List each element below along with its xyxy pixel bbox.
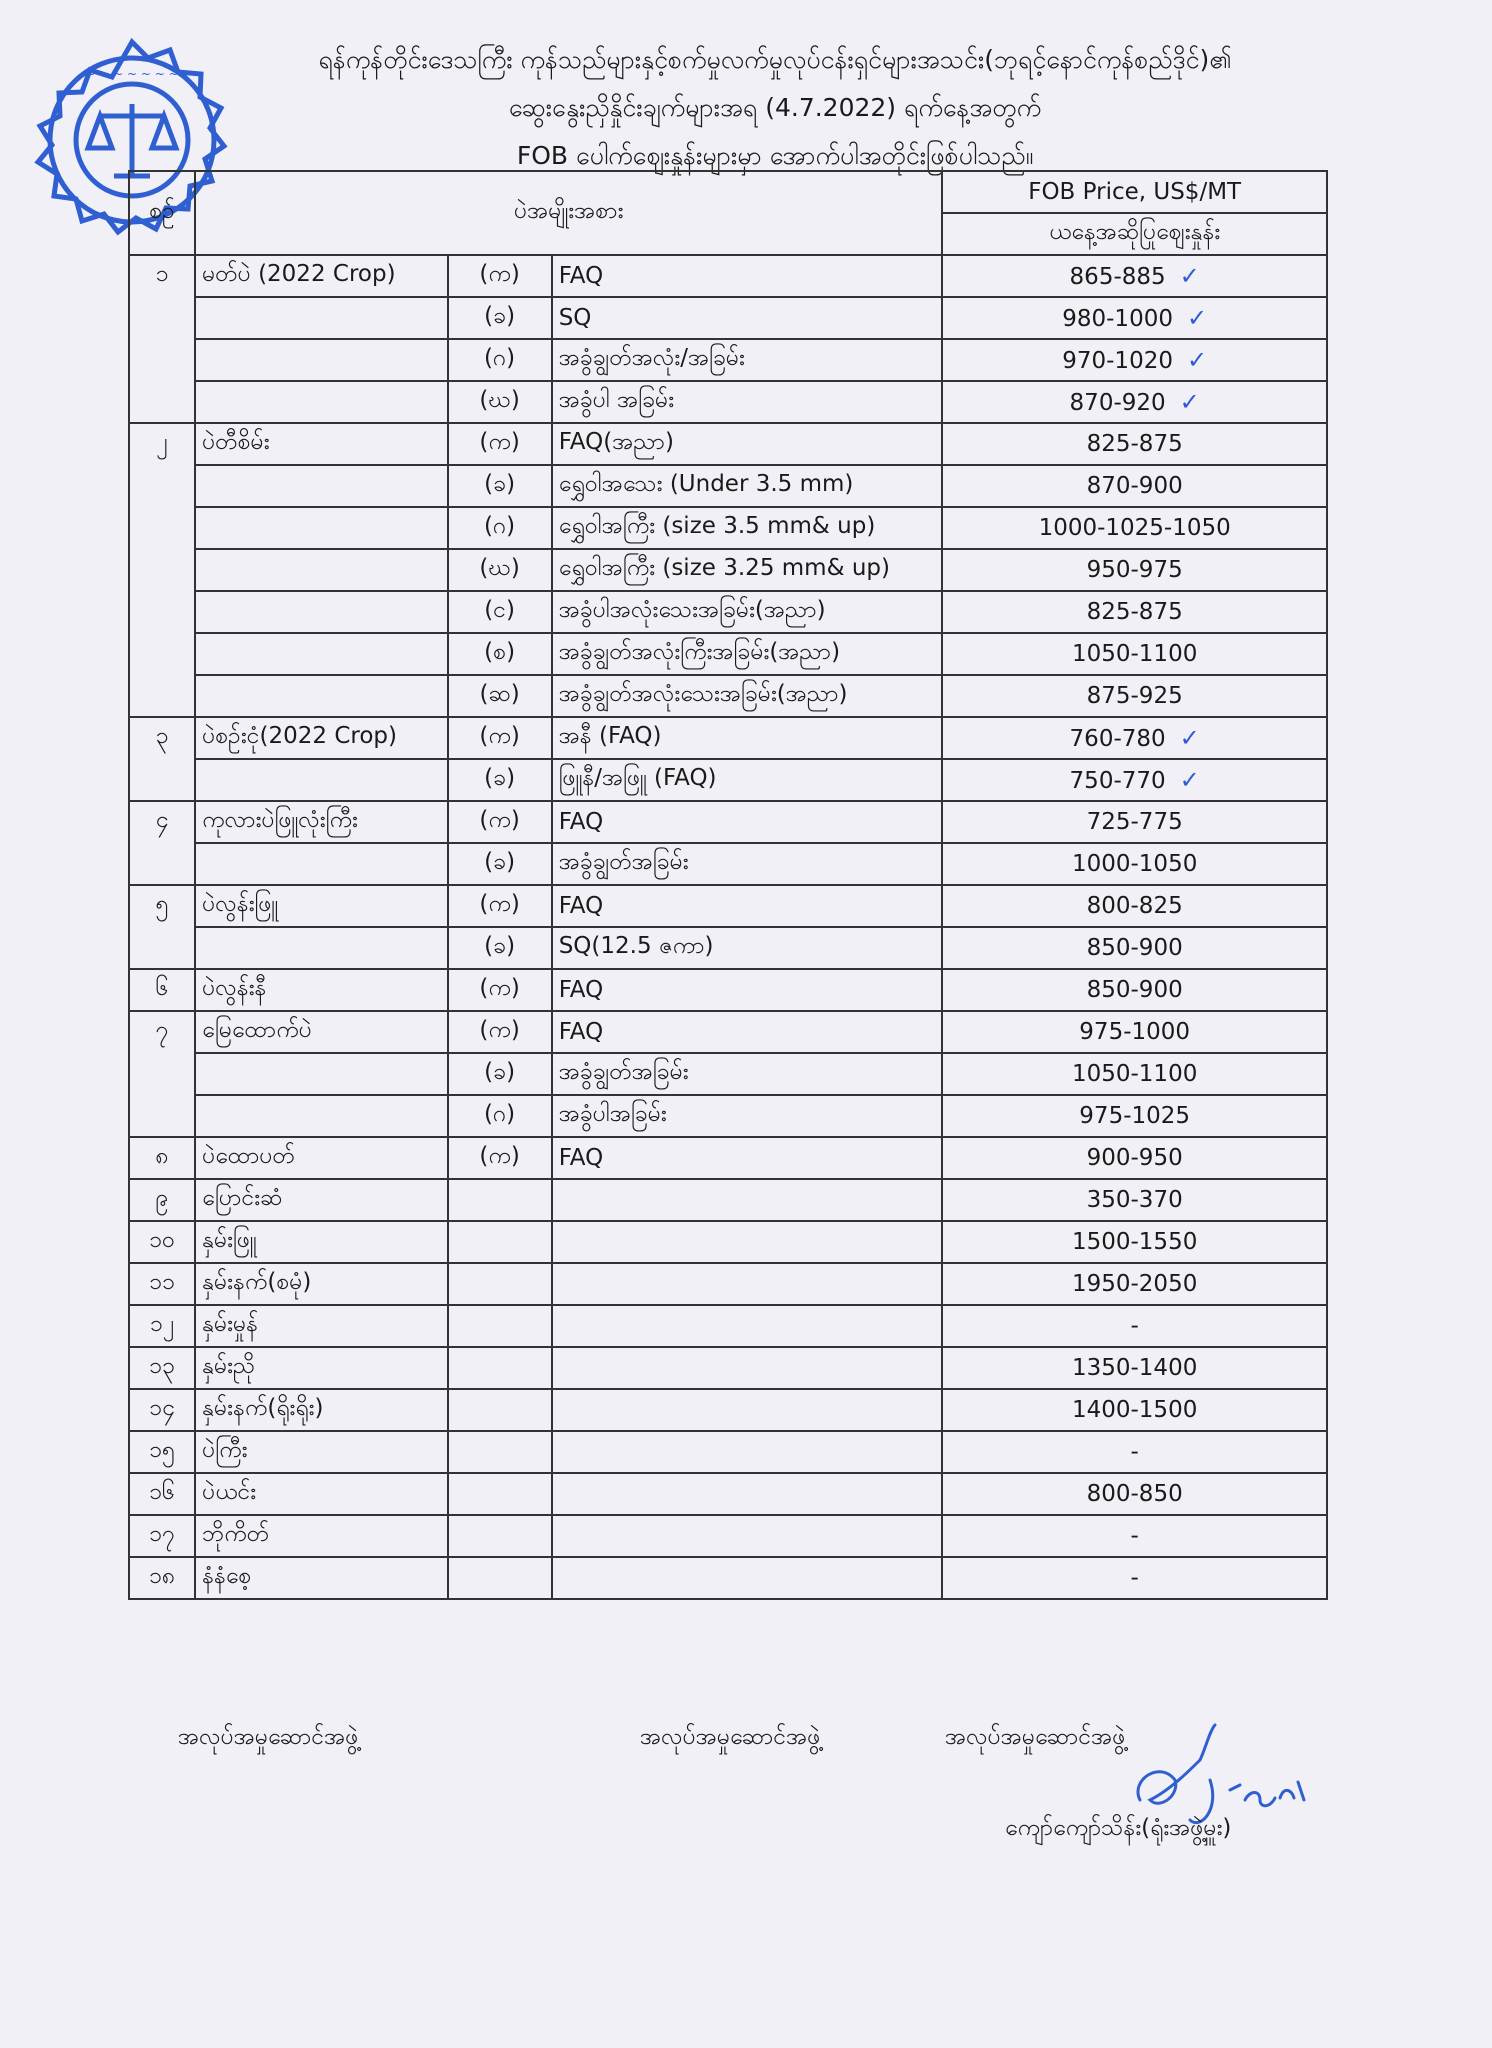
- item-name: ပဲလွန်းနီ: [195, 969, 447, 1011]
- footer-signature-3: အလုပ်အမှုဆောင်အဖွဲ့: [945, 1724, 1126, 1750]
- price-value: 870-920: [1069, 390, 1166, 416]
- table-row: [129, 1389, 1327, 1431]
- price-cell: [942, 717, 1327, 759]
- price-value: 825-875: [1086, 599, 1183, 625]
- price-value: 1950-2050: [1071, 1271, 1198, 1297]
- table-row: [129, 717, 1327, 759]
- grade: [552, 1263, 943, 1305]
- price-value: 970-1020: [1062, 348, 1173, 374]
- price-value: 350-370: [1086, 1187, 1183, 1213]
- item-name: [195, 633, 447, 675]
- sub-index: (ဂ): [448, 507, 552, 549]
- header-line-1: ရန်ကုန်တိုင်းဒေသကြီး ကုန်သည်များနှင့်စက်မှုလက်မှုလုပ်ငန်းရှင်များအသင်း(ဘုရင့်နောင်ကုန်စည်ဒိုင်)၏: [318, 45, 1232, 74]
- price-value: -: [1130, 1313, 1139, 1339]
- row-number: ၄: [129, 801, 195, 843]
- price-value: 950-975: [1086, 557, 1183, 583]
- price-cell: [942, 255, 1327, 297]
- sub-index: (က): [448, 423, 552, 465]
- row-number: ၁၃: [129, 1347, 195, 1389]
- row-number: ၈: [129, 1137, 195, 1179]
- sub-index: (က): [448, 1011, 552, 1053]
- price-value: 800-825: [1086, 893, 1183, 919]
- row-number: ၁၁: [129, 1263, 195, 1305]
- price-value: 975-1000: [1079, 1019, 1191, 1045]
- item-name: [195, 549, 447, 591]
- grade: FAQ(အညာ): [552, 423, 943, 465]
- sub-index: (က): [448, 255, 552, 297]
- table-row: [129, 591, 1327, 633]
- sub-index: (ခ): [448, 297, 552, 339]
- checkmark-icon: ✓: [1179, 388, 1200, 416]
- table-row: [129, 1221, 1327, 1263]
- item-name: [195, 1095, 447, 1137]
- grade: အခွံချွတ်အခြမ်း: [552, 1053, 943, 1095]
- price-cell: [942, 1431, 1327, 1473]
- grade: အခွံပါ အခြမ်း: [552, 381, 943, 423]
- grade: FAQ: [552, 1137, 943, 1179]
- grade: SQ: [552, 297, 943, 339]
- sub-index: (က): [448, 969, 552, 1011]
- price-cell: [942, 1179, 1327, 1221]
- grade: အနီ (FAQ): [552, 717, 943, 759]
- item-name: [195, 843, 447, 885]
- grade: [552, 1557, 943, 1599]
- table-row: [129, 1305, 1327, 1347]
- price-cell: [942, 801, 1327, 843]
- price-value: 1050-1100: [1071, 641, 1198, 667]
- price-value: 800-850: [1086, 1481, 1183, 1507]
- table-row: [129, 927, 1327, 969]
- row-number: ၁၀: [129, 1221, 195, 1263]
- item-name: ပဲတီစိမ်း: [195, 423, 447, 465]
- price-cell: [942, 1305, 1327, 1347]
- item-name: ပဲထောပတ်: [195, 1137, 447, 1179]
- item-name: [195, 591, 447, 633]
- price-value: 1350-1400: [1071, 1355, 1198, 1381]
- sub-index: [448, 1557, 552, 1599]
- item-name: [195, 759, 447, 801]
- price-cell: [942, 1557, 1327, 1599]
- item-name: [195, 465, 447, 507]
- price-cell: [942, 381, 1327, 423]
- item-name: နှမ်းမှုန်: [195, 1305, 447, 1347]
- price-value: 980-1000: [1062, 306, 1173, 332]
- row-number: [129, 465, 195, 507]
- row-number: [129, 675, 195, 717]
- price-cell: [942, 507, 1327, 549]
- price-value: 875-925: [1086, 683, 1183, 709]
- table-row: [129, 1137, 1327, 1179]
- price-value: 825-875: [1086, 431, 1183, 457]
- table-row: [129, 1179, 1327, 1221]
- price-cell: [942, 1347, 1327, 1389]
- price-value: 1400-1500: [1071, 1397, 1198, 1423]
- row-number: ၉: [129, 1179, 195, 1221]
- table-row: [129, 801, 1327, 843]
- sub-index: [448, 1473, 552, 1515]
- item-name: [195, 1053, 447, 1095]
- table-row: [129, 255, 1327, 297]
- price-cell: [942, 591, 1327, 633]
- header-line-2: ဆွေးနွေးညှိနှိုင်းချက်များအရ (4.7.2022) ရက်နေ့အတွက်: [508, 93, 1042, 122]
- price-value: 850-900: [1086, 977, 1183, 1003]
- row-number: ၁: [129, 255, 195, 297]
- price-cell: [942, 1095, 1327, 1137]
- grade: [552, 1179, 943, 1221]
- item-name: ပဲယင်း: [195, 1473, 447, 1515]
- sub-index: (ဃ): [448, 549, 552, 591]
- item-name: မတ်ပဲ (2022 Crop): [195, 255, 447, 297]
- sub-index: [448, 1263, 552, 1305]
- sub-index: (က): [448, 717, 552, 759]
- svg-text:~ ~ ~ ~ ~ ~ ~: ~ ~ ~ ~ ~ ~ ~: [85, 67, 179, 81]
- price-value: 1000-1050: [1071, 851, 1198, 877]
- item-name: နှမ်းနက်(ရိုးရိုး): [195, 1389, 447, 1431]
- table-row: [129, 381, 1327, 423]
- sub-index: (ခ): [448, 465, 552, 507]
- row-number: [129, 1053, 195, 1095]
- checkmark-icon: ✓: [1179, 766, 1200, 794]
- grade: ရွှေဝါအကြီး (size 3.25 mm& up): [552, 549, 943, 591]
- grade: [552, 1389, 943, 1431]
- price-cell: [942, 633, 1327, 675]
- grade: [552, 1515, 943, 1557]
- price-value: 870-900: [1086, 473, 1183, 499]
- row-number: [129, 927, 195, 969]
- col-header-no: စဉ်: [129, 171, 195, 255]
- price-cell: [942, 1515, 1327, 1557]
- row-number: [129, 339, 195, 381]
- row-number: ၁၂: [129, 1305, 195, 1347]
- col-header-price: FOB Price, US$/MT: [942, 171, 1327, 213]
- table-row: [129, 297, 1327, 339]
- table-row: [129, 507, 1327, 549]
- row-number: ၆: [129, 969, 195, 1011]
- footer-signature-1: အလုပ်အမှုဆောင်အဖွဲ့: [178, 1724, 359, 1750]
- grade: အခွံချွတ်အလုံးကြီးအခြမ်း(အညာ): [552, 633, 943, 675]
- row-number: [129, 381, 195, 423]
- row-number: ၇: [129, 1011, 195, 1053]
- grade: [552, 1305, 943, 1347]
- item-name: [195, 297, 447, 339]
- item-name: ပဲစဉ်းငုံ(2022 Crop): [195, 717, 447, 759]
- price-value: 975-1025: [1079, 1103, 1191, 1129]
- grade: FAQ: [552, 969, 943, 1011]
- row-number: [129, 297, 195, 339]
- table-row: [129, 759, 1327, 801]
- sub-index: (ဂ): [448, 339, 552, 381]
- item-name: [195, 339, 447, 381]
- grade: [552, 1431, 943, 1473]
- grade: [552, 1473, 943, 1515]
- sub-index: (ဆ): [448, 675, 552, 717]
- row-number: [129, 549, 195, 591]
- price-cell: [942, 885, 1327, 927]
- item-name: [195, 675, 447, 717]
- item-name: ပဲလွန်းဖြူ: [195, 885, 447, 927]
- price-cell: [942, 423, 1327, 465]
- col-header-item: ပဲအမျိုးအစား: [195, 171, 942, 255]
- table-row: [129, 1263, 1327, 1305]
- item-name: နှမ်းဖြူ: [195, 1221, 447, 1263]
- price-cell: [942, 1011, 1327, 1053]
- grade: FAQ: [552, 255, 943, 297]
- sub-index: (က): [448, 1137, 552, 1179]
- sub-index: [448, 1515, 552, 1557]
- table-row: [129, 1095, 1327, 1137]
- sub-index: (ခ): [448, 927, 552, 969]
- item-name: နှမ်းညို: [195, 1347, 447, 1389]
- checkmark-icon: ✓: [1179, 262, 1200, 290]
- signer-name: ကျော်ကျော်သိန်း(ရုံးအဖွဲ့မှူး): [1005, 1815, 1232, 1841]
- price-value: -: [1130, 1565, 1139, 1591]
- sub-index: (ဂ): [448, 1095, 552, 1137]
- row-number: ၁၆: [129, 1473, 195, 1515]
- row-number: [129, 591, 195, 633]
- grade: [552, 1347, 943, 1389]
- table-row: [129, 1011, 1327, 1053]
- item-name: ပြောင်းဆံ: [195, 1179, 447, 1221]
- price-cell: [942, 1263, 1327, 1305]
- row-number: ၁၅: [129, 1431, 195, 1473]
- price-cell: [942, 1473, 1327, 1515]
- sub-index: (က): [448, 801, 552, 843]
- item-name: ဘိုကိတ်: [195, 1515, 447, 1557]
- sub-index: [448, 1221, 552, 1263]
- table-row: [129, 633, 1327, 675]
- grade: ဖြူနီ/အဖြူ (FAQ): [552, 759, 943, 801]
- price-value: 850-900: [1086, 935, 1183, 961]
- grade: အခွံချွတ်အလုံးသေးအခြမ်း(အညာ): [552, 675, 943, 717]
- sub-index: (င): [448, 591, 552, 633]
- price-value: -: [1130, 1523, 1139, 1549]
- table-row: [129, 1347, 1327, 1389]
- checkmark-icon: ✓: [1186, 304, 1208, 332]
- price-cell: [942, 1221, 1327, 1263]
- sub-index: (က): [448, 885, 552, 927]
- item-name: နံနံစေ့: [195, 1557, 447, 1599]
- price-value: 1000-1025-1050: [1038, 515, 1231, 541]
- table-row: [129, 1053, 1327, 1095]
- price-cell: [942, 1137, 1327, 1179]
- grade: ရွှေဝါအသေး (Under 3.5 mm): [552, 465, 943, 507]
- grade: အခွံပါအလုံးသေးအခြမ်း(အညာ): [552, 591, 943, 633]
- footer-signature-2: အလုပ်အမှုဆောင်အဖွဲ့: [640, 1724, 821, 1750]
- price-table: [128, 170, 1328, 1600]
- header-line-3: FOB ပေါက်ဈေးနှုန်းများမှာ အောက်ပါအတိုင်းဖြစ်ပါသည်။: [516, 141, 1034, 170]
- table-row: [129, 1473, 1327, 1515]
- price-value: 1050-1100: [1071, 1061, 1198, 1087]
- sub-index: (ခ): [448, 759, 552, 801]
- row-number: ၂: [129, 423, 195, 465]
- row-number: [129, 843, 195, 885]
- sub-index: (ခ): [448, 1053, 552, 1095]
- price-cell: [942, 297, 1327, 339]
- grade: ရွှေဝါအကြီး (size 3.5 mm& up): [552, 507, 943, 549]
- table-row: [129, 675, 1327, 717]
- item-name: [195, 927, 447, 969]
- item-name: [195, 381, 447, 423]
- table-row: [129, 549, 1327, 591]
- sub-index: [448, 1431, 552, 1473]
- grade: အခွံပါအခြမ်း: [552, 1095, 943, 1137]
- price-cell: [942, 1389, 1327, 1431]
- price-cell: [942, 927, 1327, 969]
- price-value: 900-950: [1086, 1145, 1183, 1171]
- price-cell: [942, 465, 1327, 507]
- price-cell: [942, 339, 1327, 381]
- table-row: [129, 885, 1327, 927]
- price-cell: [942, 843, 1327, 885]
- price-value: 750-770: [1069, 768, 1166, 794]
- row-number: [129, 1095, 195, 1137]
- item-name: နှမ်းနက်(စမုံ): [195, 1263, 447, 1305]
- sub-index: [448, 1347, 552, 1389]
- item-name: ပဲကြီး: [195, 1431, 447, 1473]
- sub-index: [448, 1305, 552, 1347]
- grade: အခွံချွတ်အခြမ်း: [552, 843, 943, 885]
- row-number: ၃: [129, 717, 195, 759]
- sub-index: [448, 1179, 552, 1221]
- table-row: [129, 843, 1327, 885]
- price-value: -: [1130, 1439, 1139, 1465]
- grade: အခွံချွတ်အလုံး/အခြမ်း: [552, 339, 943, 381]
- row-number: [129, 759, 195, 801]
- grade: FAQ: [552, 801, 943, 843]
- table-row: [129, 465, 1327, 507]
- row-number: ၁၈: [129, 1557, 195, 1599]
- sub-index: [448, 1389, 552, 1431]
- price-cell: [942, 1053, 1327, 1095]
- table-row: [129, 339, 1327, 381]
- item-name: ကုလားပဲဖြူလုံးကြီး: [195, 801, 447, 843]
- sub-index: (ဃ): [448, 381, 552, 423]
- grade: [552, 1221, 943, 1263]
- price-cell: [942, 675, 1327, 717]
- price-cell: [942, 549, 1327, 591]
- grade: FAQ: [552, 1011, 943, 1053]
- row-number: [129, 633, 195, 675]
- sub-index: (စ): [448, 633, 552, 675]
- price-value: 865-885: [1069, 264, 1166, 290]
- sub-index: (ခ): [448, 843, 552, 885]
- table-row: [129, 969, 1327, 1011]
- table-row: [129, 1515, 1327, 1557]
- price-value: 760-780: [1069, 726, 1166, 752]
- document-header: [250, 36, 1300, 180]
- price-cell: [942, 759, 1327, 801]
- row-number: [129, 507, 195, 549]
- price-value: 725-775: [1086, 809, 1183, 835]
- col-header-price-sub: ယနေ့အဆိုပြုဈေးနှုန်း: [942, 213, 1327, 255]
- checkmark-icon: ✓: [1186, 346, 1208, 374]
- item-name: [195, 507, 447, 549]
- row-number: ၁၄: [129, 1389, 195, 1431]
- price-cell: [942, 969, 1327, 1011]
- item-name: မြေထောက်ပဲ: [195, 1011, 447, 1053]
- table-row: [129, 1557, 1327, 1599]
- row-number: ၅: [129, 885, 195, 927]
- grade: FAQ: [552, 885, 943, 927]
- row-number: ၁၇: [129, 1515, 195, 1557]
- table-row: [129, 423, 1327, 465]
- grade: SQ(12.5 ဇကာ): [552, 927, 943, 969]
- price-value: 1500-1550: [1071, 1229, 1198, 1255]
- checkmark-icon: ✓: [1179, 724, 1200, 752]
- table-row: [129, 1431, 1327, 1473]
